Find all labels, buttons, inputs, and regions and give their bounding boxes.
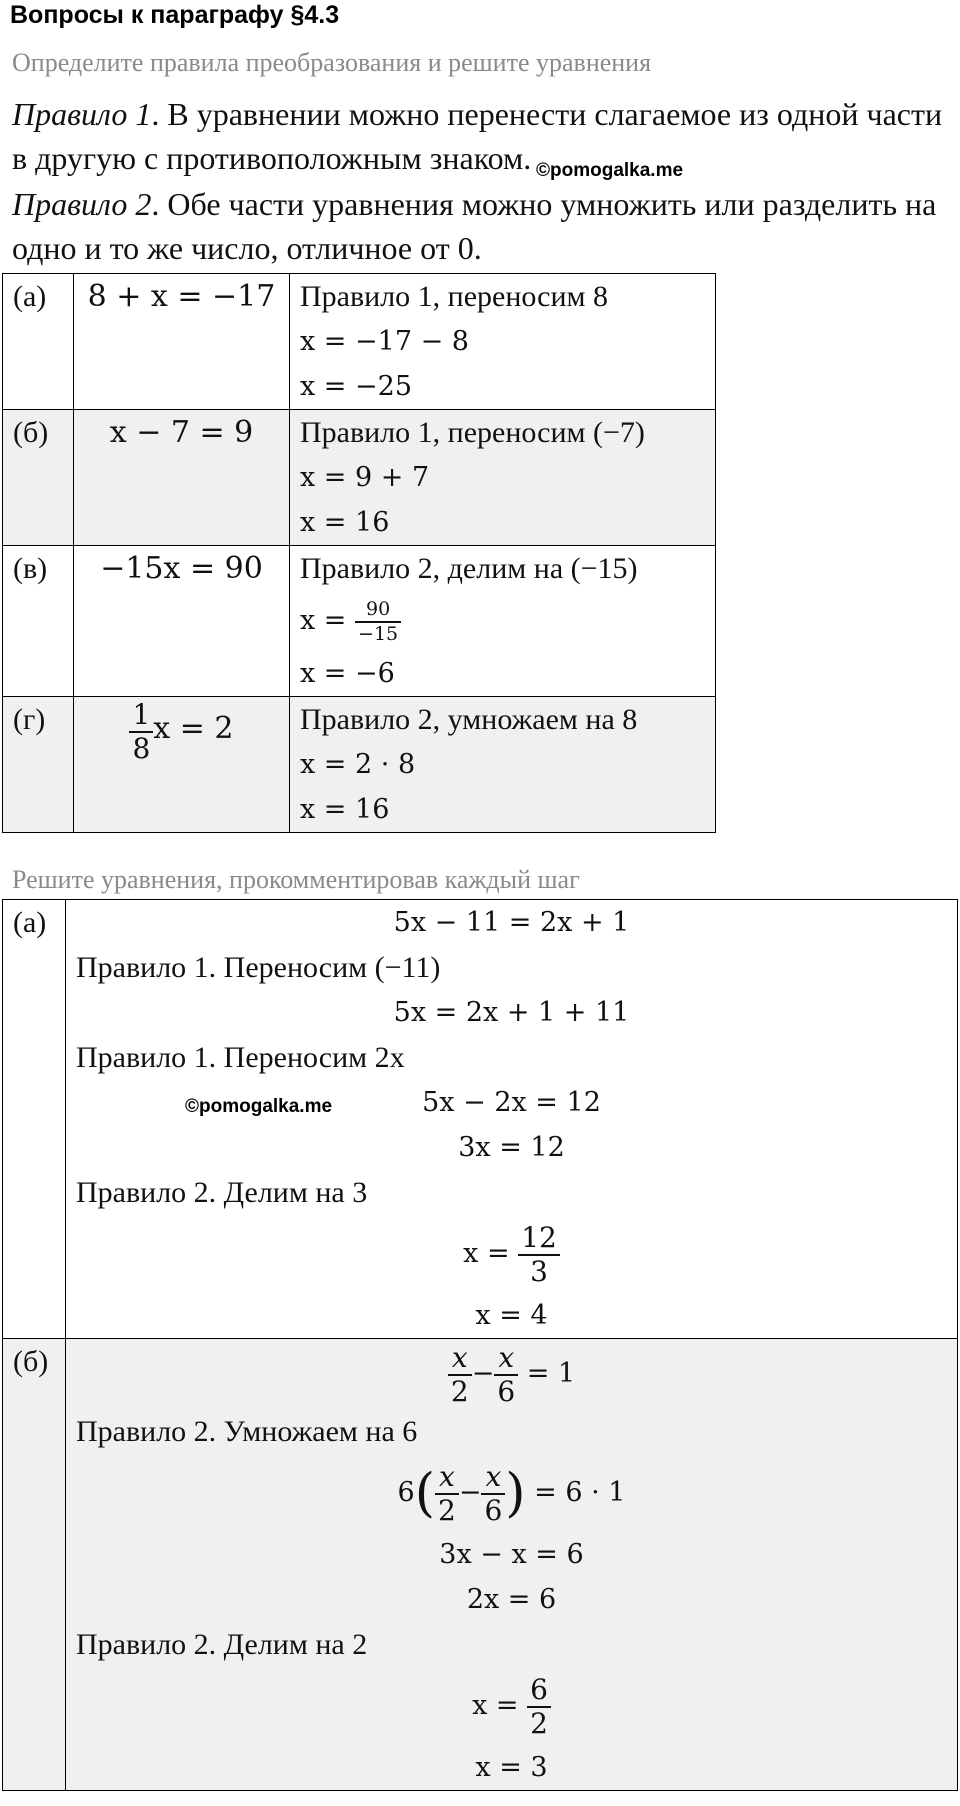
table-row <box>3 900 958 1339</box>
fraction-denominator: −15 <box>355 621 401 644</box>
solution-line: 5x − 11 = 2x + 1 <box>393 907 630 938</box>
table-row <box>3 1339 958 1791</box>
table-row <box>3 274 716 410</box>
fraction <box>435 1459 459 1527</box>
solution-rhs: = 6 · 1 <box>534 1477 626 1508</box>
solution-factor: 6 <box>397 1477 415 1508</box>
row-label: (б) <box>3 1339 66 1791</box>
rule1-text-line2: в другую с противоположным знаком. <box>12 140 532 176</box>
rules-table <box>2 273 716 833</box>
solution-line: 3x = 12 <box>458 1132 565 1163</box>
row-steps <box>290 546 716 697</box>
step-comment: Правило 2, делим на (−15) <box>300 552 638 585</box>
row-steps <box>290 697 716 833</box>
row-steps <box>290 410 716 546</box>
step-equation: x = −17 − 8 <box>300 326 469 357</box>
step-lhs: x = <box>300 605 347 636</box>
close-paren: ) <box>505 1463 526 1524</box>
step-comment: Правило 2, умножаем на 8 <box>300 703 638 736</box>
solution-line: 3x − x = 6 <box>439 1539 584 1570</box>
table-row <box>3 410 716 546</box>
row-label: (г) <box>3 697 74 833</box>
fraction-denominator: 6 <box>481 1493 505 1525</box>
fraction-denominator: 8 <box>129 731 153 763</box>
step-result: x = 16 <box>300 794 390 825</box>
solution-line: 2x = 6 <box>466 1584 557 1615</box>
open-paren: ( <box>414 1463 435 1524</box>
fraction <box>494 1340 518 1408</box>
solution-line: 5x − 2x = 12 <box>422 1087 601 1118</box>
fraction-numerator: x <box>439 1459 455 1493</box>
solution-a <box>66 900 958 1339</box>
solution-b <box>66 1339 958 1791</box>
solution-comment: Правило 1. Переносим (−11) <box>76 951 441 984</box>
fraction <box>355 597 401 645</box>
fraction-numerator: 90 <box>365 597 391 620</box>
rule2-paragraph <box>12 182 957 270</box>
solution-line: x = 4 <box>475 1300 548 1331</box>
rule1-paragraph <box>12 92 957 180</box>
fraction-denominator: 2 <box>527 1706 551 1738</box>
step-equation <box>300 591 715 651</box>
table-row <box>3 546 716 697</box>
equation-rest: x = 2 <box>153 711 234 746</box>
solution-comment: Правило 2. Делим на 2 <box>76 1628 368 1661</box>
fraction-numerator: 6 <box>530 1672 548 1706</box>
row-steps <box>290 274 716 410</box>
fraction-numerator: 1 <box>132 698 151 731</box>
step-equation: x = 2 · 8 <box>300 749 416 780</box>
fraction <box>129 698 153 765</box>
fraction-numerator: 12 <box>521 1220 557 1254</box>
fraction-numerator: x <box>498 1340 515 1374</box>
minus-sign: − <box>471 1358 495 1389</box>
solution-rhs: = 1 <box>526 1358 576 1389</box>
page-title: Вопросы к параграфу §4.3 <box>10 1 340 29</box>
solution-line <box>66 1454 957 1532</box>
fraction-numerator: x <box>485 1459 502 1493</box>
rule2-text-line1: . Обе части уравнения можно умножить или разделить на <box>151 186 937 222</box>
fraction-denominator: 3 <box>518 1254 560 1286</box>
minus-sign: − <box>458 1477 482 1508</box>
fraction-numerator: x <box>451 1340 468 1374</box>
step-equation: x = 9 + 7 <box>300 462 430 493</box>
solution-comment: Правило 1. Переносим 2x <box>76 1041 405 1074</box>
fraction-denominator: 2 <box>448 1374 472 1406</box>
solution-line: 5x = 2x + 1 + 11 <box>393 997 630 1028</box>
row-label: (в) <box>3 546 74 697</box>
fraction <box>481 1459 505 1527</box>
watermark-top: ©pomogalka.me <box>536 160 684 181</box>
step-result: x = −25 <box>300 371 412 402</box>
row-equation: 8 + x = −17 <box>74 274 290 410</box>
fraction <box>518 1220 560 1288</box>
fraction <box>448 1340 472 1408</box>
section1-heading: Определите правила преобразования и решите уравнения <box>12 48 652 77</box>
step-comment: Правило 1, переносим (−7) <box>300 416 645 449</box>
row-equation: x − 7 = 9 <box>74 410 290 546</box>
step-result: x = −6 <box>300 658 395 689</box>
row-label: (б) <box>3 410 74 546</box>
fraction-denominator: 6 <box>494 1374 518 1406</box>
step-comment: Правило 1, переносим 8 <box>300 280 609 313</box>
solution-lhs: x = <box>472 1690 519 1721</box>
solutions-table <box>2 899 958 1791</box>
step-result: x = 16 <box>300 507 390 538</box>
watermark-middle: ©pomogalka.me <box>185 1096 333 1117</box>
rule1-text-line1: . В уравнении можно перенести слагаемое из одной части <box>151 96 943 132</box>
row-label: (а) <box>3 274 74 410</box>
solution-comment: Правило 2. Умножаем на 6 <box>76 1415 418 1448</box>
fraction <box>527 1672 551 1740</box>
rule2-label: Правило 2 <box>12 186 152 222</box>
table-row <box>3 697 716 833</box>
solution-line: x = 3 <box>475 1752 548 1783</box>
section2-heading: Решите уравнения, прокомментировав каждый шаг <box>12 865 580 894</box>
solution-lhs: x = <box>463 1238 510 1269</box>
solution-comment: Правило 2. Делим на 3 <box>76 1176 368 1209</box>
fraction-denominator: 2 <box>435 1493 459 1525</box>
rule2-text-line2: одно и то же число, отличное от 0. <box>12 230 482 266</box>
row-equation: −15x = 90 <box>74 546 290 697</box>
solution-line <box>66 1215 957 1293</box>
row-equation <box>74 697 290 833</box>
rule1-label: Правило 1 <box>12 96 152 132</box>
solution-line <box>66 1667 957 1745</box>
solution-line <box>66 1339 957 1409</box>
row-label: (а) <box>3 900 66 1339</box>
